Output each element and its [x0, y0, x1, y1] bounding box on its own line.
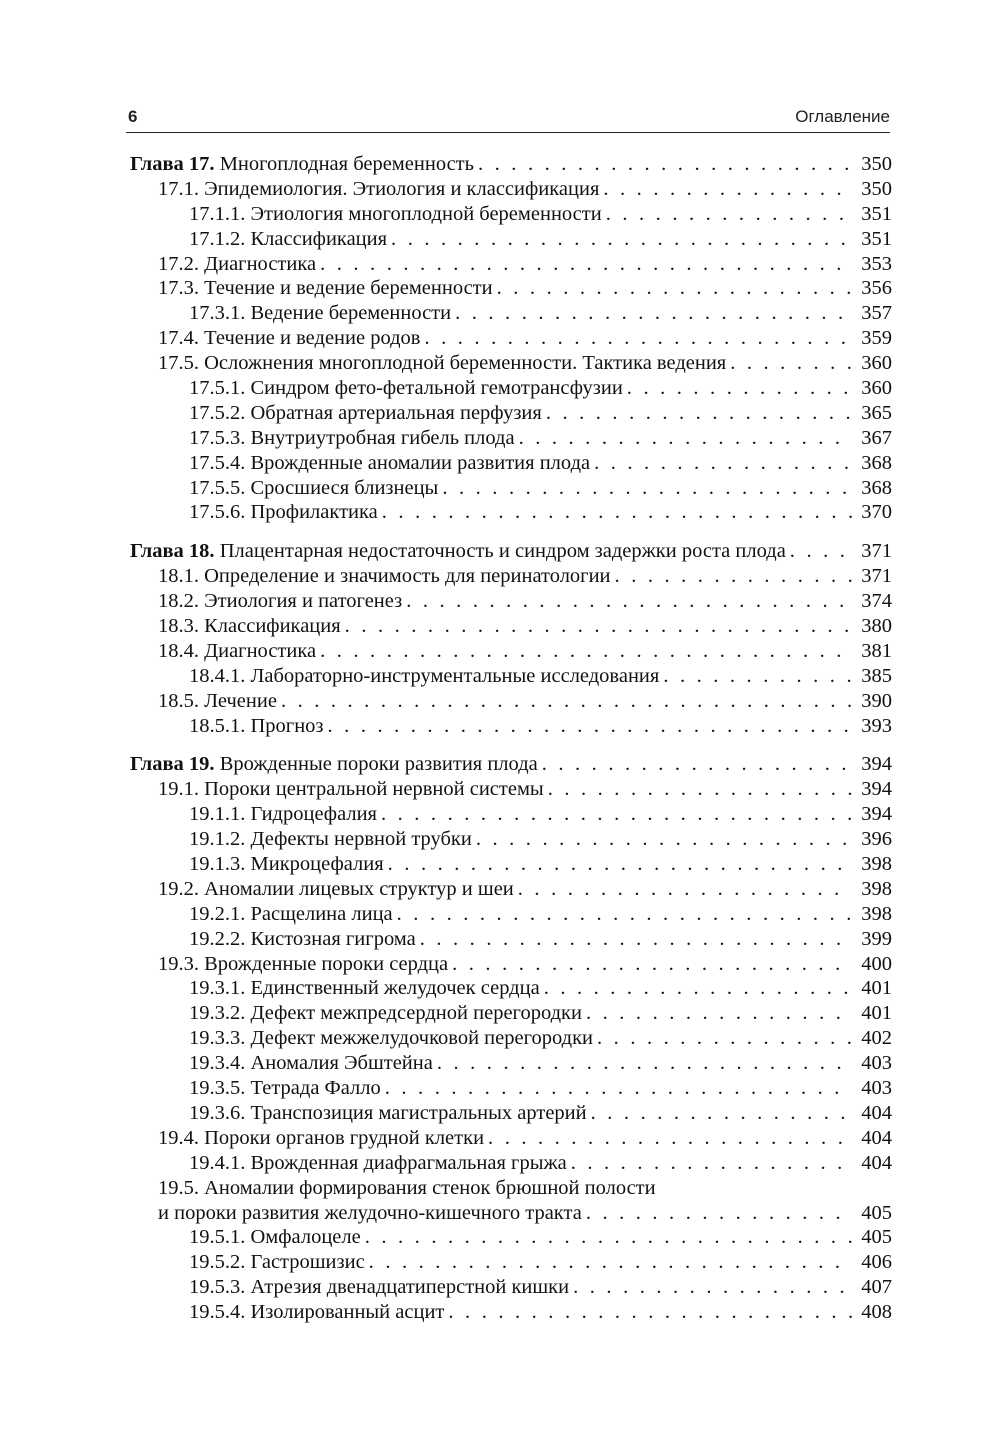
toc-entry-title: 19.3.5. Тетрада Фалло — [189, 1077, 381, 1100]
dot-leader — [369, 1250, 852, 1275]
toc-entry[interactable] — [130, 689, 892, 714]
toc-entry[interactable] — [130, 401, 892, 426]
dot-leader — [594, 451, 852, 476]
toc-entry[interactable] — [130, 614, 892, 639]
toc-entry[interactable] — [130, 202, 892, 227]
toc-entry-title: 19.4. Пороки органов грудной клетки — [158, 1126, 485, 1149]
toc-entry-title: 17.5. Осложнения многоплодной беременности. Тактика ведения — [158, 352, 727, 375]
dot-leader — [424, 326, 852, 351]
dot-leader — [478, 152, 852, 177]
toc-page-number: 353 — [861, 252, 892, 275]
toc-page-number: 380 — [861, 615, 892, 638]
toc-entry[interactable] — [130, 589, 892, 614]
toc-entry[interactable] — [130, 1126, 892, 1151]
toc-entry-title: 19.5.2. Гастрошизис — [189, 1251, 365, 1274]
toc-page-number: 370 — [861, 501, 892, 524]
running-header — [126, 103, 890, 133]
toc-page-number: 381 — [861, 639, 892, 662]
toc-entry-title: 19.3. Врожденные пороки сердца — [158, 952, 449, 975]
toc-entry-title: 19.3.4. Аномалия Эбштейна — [189, 1052, 433, 1075]
toc-entry-title: 19.1.2. Дефекты нервной трубки — [189, 828, 472, 851]
toc-entry-title: 19.1.1. Гидроцефалия — [189, 803, 377, 826]
toc-entry-title: 18.4.1. Лабораторно-инструментальные исследования — [189, 664, 660, 687]
chapter-label: Глава 17. — [130, 152, 215, 175]
dot-leader — [518, 877, 852, 902]
toc-entry-title — [130, 152, 474, 177]
dot-leader — [448, 1300, 852, 1325]
toc-entry[interactable] — [130, 276, 892, 301]
dot-leader — [452, 952, 852, 977]
chapter-block — [130, 539, 892, 738]
toc-entry-title: 18.1. Определение и значимость для перинатологии — [158, 565, 611, 588]
dot-leader — [388, 852, 852, 877]
toc-entry[interactable] — [130, 1076, 892, 1101]
toc-entry-title: 19.1.3. Микроцефалия — [189, 853, 384, 876]
dot-leader — [606, 202, 852, 227]
toc-page-number: 401 — [861, 977, 892, 1000]
dot-leader — [320, 639, 852, 664]
chapter-title: Плацентарная недостаточность и синдром задержки роста плода — [214, 540, 786, 563]
chapter-block — [130, 752, 892, 1324]
toc-page-number: 360 — [861, 352, 892, 375]
toc-entry-title: 18.3. Классификация — [158, 615, 341, 638]
toc-entry[interactable] — [130, 564, 892, 589]
toc-entry-title: 17.3.1. Ведение беременности — [189, 302, 452, 325]
dot-leader — [442, 476, 852, 501]
dot-leader — [790, 539, 852, 564]
dot-leader — [345, 614, 852, 639]
toc-entry-title: 17.1.1. Этиология многоплодной беременности — [189, 202, 602, 225]
toc-page-number: 351 — [861, 202, 892, 225]
toc-entry-title: 19.3.6. Транспозиция магистральных артерий — [189, 1101, 587, 1124]
dot-leader — [328, 714, 852, 739]
toc-entry[interactable] — [130, 376, 892, 401]
dot-leader — [615, 564, 852, 589]
toc-entry[interactable] — [130, 977, 892, 1002]
toc-page-number: 402 — [861, 1027, 892, 1050]
toc-entry-title: 17.1.2. Классификация — [189, 227, 388, 250]
dot-leader — [542, 752, 852, 777]
toc-page-number: 360 — [861, 377, 892, 399]
toc-entry[interactable] — [130, 952, 892, 977]
chapter-heading[interactable] — [130, 752, 892, 777]
toc-entry[interactable] — [130, 1026, 892, 1051]
dot-leader — [591, 1101, 852, 1126]
toc-entry-title — [130, 539, 786, 564]
header-rule — [126, 132, 890, 133]
chapter-title: Врожденные пороки развития плода — [214, 753, 538, 776]
toc-page-number: 396 — [861, 828, 892, 851]
toc-entry-title: 17.5.3. Внутриутробная гибель плода — [189, 426, 515, 449]
toc-entry[interactable] — [130, 326, 892, 351]
toc-entry-title-line2: и пороки развития желудочно-кишечного тракта — [158, 1201, 582, 1224]
dot-leader — [730, 351, 852, 376]
toc-page-number: 356 — [861, 277, 892, 300]
toc-entry-title: 17.5.2. Обратная артериальная перфузия — [189, 401, 542, 424]
dot-leader — [455, 301, 852, 326]
toc-entry-title: 17.5.1. Синдром фето-фетальной гемотрансфузии — [189, 377, 623, 399]
dot-leader — [597, 1026, 852, 1051]
toc-page-number: 368 — [861, 476, 892, 499]
toc-page-number: 374 — [861, 590, 892, 613]
toc-entry-title: 19.5.1. Омфалоцеле — [189, 1226, 361, 1249]
toc-entry-title: 19.5.4. Изолированный асцит — [189, 1301, 445, 1324]
toc-page-number: 403 — [861, 1077, 892, 1100]
toc-page-number: 398 — [861, 853, 892, 876]
toc-entry[interactable] — [130, 451, 892, 476]
toc-page-number: 404 — [861, 1101, 892, 1124]
toc-page-number: 371 — [861, 565, 892, 588]
toc-entry[interactable] — [130, 351, 892, 376]
chapter-block — [130, 152, 892, 525]
toc-page-number: 385 — [861, 664, 892, 687]
toc-page-number: 365 — [861, 401, 892, 424]
toc-entry-title: 17.3. Течение и ведение беременности — [158, 277, 493, 300]
toc-entry-title: 18.5.1. Прогноз — [189, 714, 324, 737]
toc-page-number: 399 — [861, 927, 892, 950]
toc-entry[interactable] — [130, 252, 892, 277]
toc-entry-title: 17.4. Течение и ведение родов — [158, 327, 421, 350]
dot-leader — [397, 902, 852, 927]
toc-entry[interactable] — [130, 301, 892, 326]
toc-entry[interactable] — [130, 500, 892, 525]
toc-page-number: 403 — [861, 1052, 892, 1075]
dot-leader — [586, 1001, 852, 1026]
toc-page-number: 367 — [861, 426, 892, 449]
toc-page-number: 357 — [861, 302, 892, 325]
toc-entry-title: 19.3.1. Единственный желудочек сердца — [189, 977, 540, 1000]
running-title: Оглавление — [795, 107, 890, 126]
toc-entry[interactable] — [130, 877, 892, 902]
dot-leader — [573, 1275, 852, 1300]
toc-page-number: 405 — [861, 1201, 892, 1224]
dot-leader — [437, 1051, 852, 1076]
toc-entry[interactable] — [130, 1300, 892, 1325]
toc-entry-title: 19.3.3. Дефект межжелудочковой перегородки — [189, 1027, 594, 1050]
toc-page-number: 407 — [861, 1276, 892, 1299]
toc-entry[interactable] — [130, 1250, 892, 1275]
toc-entry-title: 17.5.4. Врожденные аномалии развития плода — [189, 451, 591, 474]
dot-leader — [603, 177, 852, 202]
toc-entry-continuation — [130, 1201, 892, 1226]
chapter-title: Многоплодная беременность — [214, 152, 474, 175]
toc-entry[interactable] — [130, 664, 892, 689]
toc-page-number: 393 — [861, 714, 892, 737]
toc-entry-title — [130, 752, 538, 777]
toc-entry-title: 18.5. Лечение — [158, 689, 277, 712]
toc-entry-title: 17.5.6. Профилактика — [189, 501, 378, 524]
dot-leader — [391, 227, 852, 252]
toc-page-number: 390 — [861, 689, 892, 712]
toc-page-number: 404 — [861, 1151, 892, 1174]
toc-entry[interactable] — [130, 639, 892, 664]
toc-entry-title: 18.2. Этиология и патогенез — [158, 590, 403, 613]
dot-leader — [382, 500, 852, 525]
toc-entry[interactable] — [130, 1275, 892, 1300]
dot-leader — [544, 977, 852, 1002]
chapter-heading[interactable] — [130, 539, 892, 564]
toc-entry[interactable] — [130, 1225, 892, 1250]
chapter-heading[interactable] — [130, 152, 892, 177]
toc-entry-title: 19.1. Пороки центральной нервной системы — [158, 778, 544, 801]
chapter-label: Глава 19. — [130, 753, 215, 776]
dot-leader — [627, 376, 852, 401]
toc-page-number: 400 — [861, 952, 892, 975]
dot-leader — [546, 401, 852, 426]
dot-leader — [663, 664, 852, 689]
toc-entry[interactable] — [130, 827, 892, 852]
dot-leader — [281, 689, 852, 714]
toc-entry-title: 19.2.2. Кистозная гигрома — [189, 927, 416, 950]
toc-page-number: 350 — [861, 177, 892, 200]
toc-page-number: 350 — [861, 152, 892, 175]
toc-page-number: 401 — [861, 1002, 892, 1025]
toc-entry[interactable] — [130, 227, 892, 252]
toc-entry-title: 17.2. Диагностика — [158, 252, 317, 275]
dot-leader — [406, 589, 852, 614]
dot-leader — [420, 927, 852, 952]
toc-page-number: 406 — [861, 1251, 892, 1274]
toc-entry[interactable] — [130, 1101, 892, 1126]
toc-entry[interactable] — [130, 1151, 892, 1176]
toc-page-number: 351 — [861, 227, 892, 250]
dot-leader — [320, 252, 852, 277]
toc-page-number: 359 — [861, 327, 892, 350]
toc-page-number: 408 — [861, 1301, 892, 1324]
toc-entry[interactable] — [130, 476, 892, 501]
dot-leader — [548, 777, 852, 802]
toc-page-number: 394 — [861, 778, 892, 801]
toc-page-number: 394 — [861, 803, 892, 826]
toc-entry-title: 19.3.2. Дефект межпредсердной перегородки — [189, 1002, 582, 1025]
toc-page-number: 405 — [861, 1226, 892, 1249]
toc-page-number: 368 — [861, 451, 892, 474]
toc-entry[interactable] — [130, 1051, 892, 1076]
toc-page-number: 404 — [861, 1126, 892, 1149]
dot-leader — [381, 802, 852, 827]
toc-entry[interactable] — [130, 777, 892, 802]
dot-leader — [497, 276, 852, 301]
toc-entry-title: 19.2. Аномалии лицевых структур и шеи — [158, 877, 514, 900]
toc-entry[interactable] — [130, 852, 892, 877]
toc-entry-title: 18.4. Диагностика — [158, 639, 317, 662]
toc-entry[interactable] — [130, 802, 892, 827]
toc-entry-title: 17.1. Эпидемиология. Этиология и классификация — [158, 177, 600, 200]
toc-entry-title-line1: 19.5. Аномалии формирования стенок брюшной полости — [158, 1176, 656, 1199]
toc-entry-multiline[interactable] — [130, 1176, 892, 1226]
toc-entry-title: 19.5.3. Атрезия двенадцатиперстной кишки — [189, 1276, 570, 1299]
chapter-label: Глава 18. — [130, 540, 215, 563]
dot-leader — [586, 1201, 852, 1226]
toc-entry-title: 19.4.1. Врожденная диафрагмальная грыжа — [189, 1151, 567, 1174]
toc-entry[interactable] — [130, 1001, 892, 1026]
toc-page-number: 371 — [861, 540, 892, 563]
dot-leader — [385, 1076, 852, 1101]
dot-leader — [365, 1225, 852, 1250]
dot-leader — [571, 1151, 852, 1176]
toc-entry[interactable] — [130, 927, 892, 952]
toc-entry[interactable] — [130, 902, 892, 927]
dot-leader — [476, 827, 852, 852]
page-number: 6 — [128, 107, 138, 126]
toc-page-number: 398 — [861, 902, 892, 925]
toc-entry[interactable] — [130, 177, 892, 202]
dot-leader — [488, 1126, 852, 1151]
toc-page-number: 398 — [861, 877, 892, 900]
dot-leader — [519, 426, 852, 451]
toc-entry-title: 17.5.5. Сросшиеся близнецы — [189, 476, 439, 499]
toc-entry[interactable] — [130, 714, 892, 739]
toc-entry-title: 19.2.1. Расщелина лица — [189, 902, 393, 925]
table-of-contents — [130, 152, 892, 1339]
toc-entry[interactable] — [130, 426, 892, 451]
toc-page-number: 394 — [861, 753, 892, 776]
